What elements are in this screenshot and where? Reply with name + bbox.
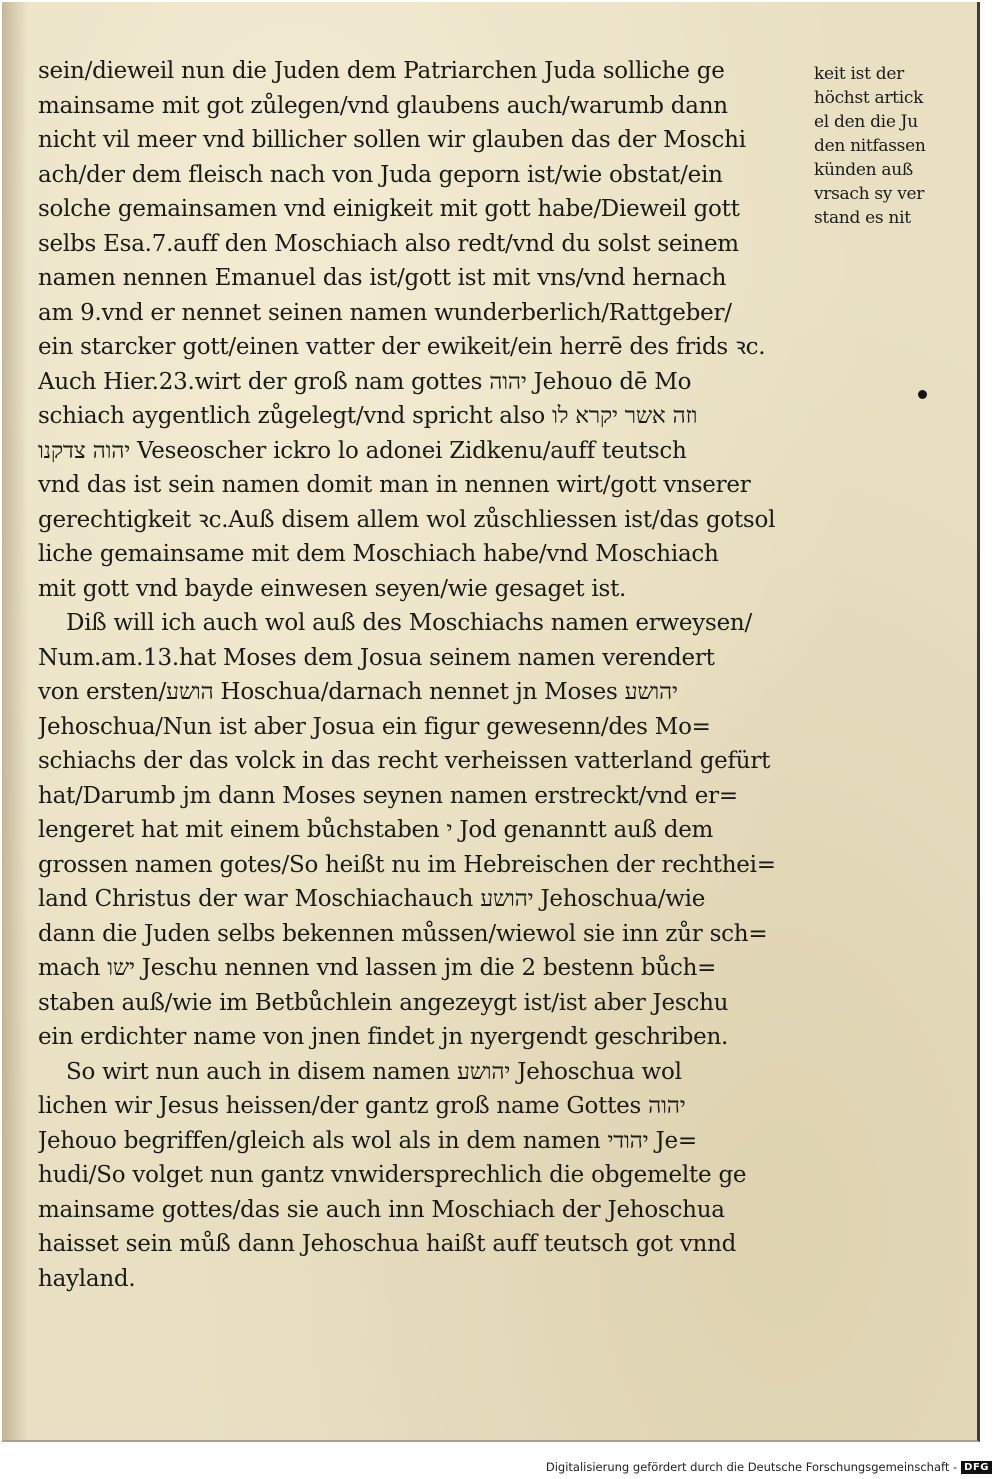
text-line: grossen namen gotes/So heißt nu im Hebreischen der rechthei= xyxy=(38,851,776,878)
text-line: So wirt nun auch in disem namen יהושע Jehoschua wol xyxy=(66,1058,682,1085)
text-line: lengeret hat mit einem bůchstaben י Jod genanntt auß dem xyxy=(38,817,714,843)
text-line: schiachs der das volck in das recht verheissen vatterland gefürt xyxy=(38,748,771,774)
dfg-logo-icon: DFG xyxy=(961,1461,992,1474)
text-line: haisset sein můß dann Jehoschua haißt auff teutsch got vnnd xyxy=(38,1231,737,1257)
text-line: mit gott vnd bayde einwesen seyen/wie gesaget ist. xyxy=(38,575,627,602)
text-line: liche gemainsame mit dem Moschiach habe/vnd Moschiach xyxy=(38,541,719,567)
margin-note-line: den nitfassen xyxy=(814,136,926,156)
margin-note-line: höchst artick xyxy=(814,88,924,108)
text-line: schiach aygentlich zůgelegt/vnd spricht also וזה אשר יקרא לו xyxy=(38,403,698,429)
text-line: ein starcker gott/einen vatter der ewikeit/ein herrē des frids ꝛc. xyxy=(38,334,766,360)
text-line: Auch Hier.23.wirt der groß nam gottes יהוה Jehouo dē Mo xyxy=(38,368,692,395)
text-line: lichen wir Jesus heissen/der gantz groß name Gottes יהוה xyxy=(38,1093,686,1119)
text-line: Num.am.13.hat Moses dem Josua seinem namen verendert xyxy=(38,644,715,671)
text-line: selbs Esa.7.auff den Moschiach also redt/vnd du solst seinem xyxy=(38,230,739,257)
margin-note-line: künden auß xyxy=(814,160,913,180)
text-line: mach ישו Jeschu nennen vnd lassen jm die 2 bestenn bůch= xyxy=(38,955,717,981)
text-line: gerechtigkeit ꝛc.Auß disem allem wol zůschliessen ist/das gotsol xyxy=(38,506,776,533)
text-line: am 9.vnd er nennet seinen namen wunderberlich/Rattgeber/ xyxy=(38,299,732,326)
text-line: mainsame gottes/das sie auch inn Moschiach der Jehoschua xyxy=(38,1196,725,1223)
marginal-note xyxy=(814,62,964,230)
text-line: ein erdichter name von jnen findet jn nyergendt geschriben. xyxy=(38,1024,729,1050)
margin-note-line: vrsach sy ver xyxy=(814,184,925,204)
text-line: mainsame mit got zůlegen/vnd glaubens auch/warumb dann xyxy=(38,92,728,119)
ink-dot-mark xyxy=(918,390,927,399)
text-line: namen nennen Emanuel das ist/gott ist mit vns/vnd hernach xyxy=(38,265,727,291)
text-line: Jehoschua/Nun ist aber Josua ein figur gewesenn/des Mo= xyxy=(38,713,711,740)
text-line: solche gemainsamen vnd einigkeit mit gott habe/Dieweil gott xyxy=(38,196,740,222)
text-line: hudi/So volget nun gantz vnwidersprechlich die obgemelte ge xyxy=(38,1162,747,1188)
margin-note-line: keit ist der xyxy=(814,64,904,84)
page-gutter-shadow xyxy=(2,2,28,1440)
credit-text: Digitalisierung gefördert durch die Deutsche Forschungsgemeinschaft - xyxy=(545,1460,958,1474)
text-line: hat/Darumb jm dann Moses seynen namen erstreckt/vnd er= xyxy=(38,782,738,809)
text-line: dann die Juden selbs bekennen můssen/wiewol sie inn zůr sch= xyxy=(38,920,768,947)
text-line: ach/der dem fleisch nach von Juda geporn ist/wie obstat/ein xyxy=(38,161,723,188)
scanned-page xyxy=(2,2,980,1442)
text-line: nicht vil meer vnd billicher sollen wir glauben das der Moschi xyxy=(38,127,746,153)
text-line: hayland. xyxy=(38,1265,136,1292)
text-line: land Christus der war Moschiachauch יהושע Jehoschua/wie xyxy=(38,886,706,912)
text-line: Jehouo begriffen/gleich als wol als in dem namen יהודי Je= xyxy=(38,1127,697,1154)
margin-note-line: el den die Ju xyxy=(814,112,918,132)
main-text-block xyxy=(38,54,808,1296)
text-line: staben auß/wie im Betbůchlein angezeygt ist/ist aber Jeschu xyxy=(38,989,729,1016)
text-line: Diß will ich auch wol auß des Moschiachs namen erweysen/ xyxy=(66,610,752,636)
digitization-credit xyxy=(546,1460,992,1474)
text-line: von ersten/הושע Hoschua/darnach nennet jn Moses יהושע xyxy=(38,679,678,705)
text-line: יהוה צדקנו Veseoscher ickro lo adonei Zidkenu/auff teutsch xyxy=(38,437,687,464)
text-line: vnd das ist sein namen domit man in nennen wirt/gott vnserer xyxy=(38,472,751,498)
margin-note-line: stand es nit xyxy=(814,208,911,228)
text-line: sein/dieweil nun die Juden dem Patriarchen Juda solliche ge xyxy=(38,58,725,84)
